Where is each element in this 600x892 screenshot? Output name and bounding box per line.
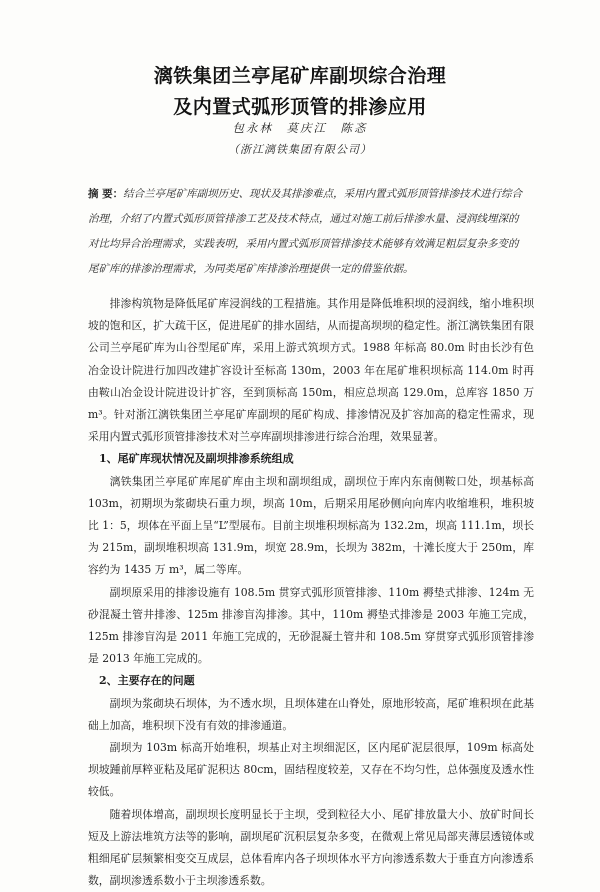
abstract-label: 摘 要： [88, 188, 124, 200]
body-paragraph-4: 副坝为浆砌块石坝体，为不透水坝，且坝体建在山脊处，原地形较高，尾矿堆积坝在此基础上加高，堆积坝下没有有效的排渗通道。 [88, 696, 534, 732]
paper-title-line2: 及内置式弧形顶管的排渗应用 [173, 96, 427, 118]
body-paragraph-2: 漓铁集团兰亭尾矿库尾矿库由主坝和副坝组成，副坝位于库内东南侧鞍口处，坝基标高 103m，初期坝为浆砌块石重力坝，坝高 10m，后期采用尾砂侧向向库内收缩堆积，堆积坡比 1：5，坝体在平面上呈“L”型展布。目前主坝堆积坝标高为 132.2m，坝高 111.1m，坝长为 215m，副坝堆积坝高 131.9m，坝宽 28.9m，长坝为 382m，十滩长度大于 250m，库容约为 1435 万 m³，属二等库。 [88, 474, 534, 577]
body-paragraph-1: 排渗构筑物是降低尾矿库浸润线的工程措施。其作用是降低堆积坝的浸润线，缩小堆积坝坡的饱和区，扩大疏干区，促进尾矿的排水固结，从而提高坝坝的稳定性。浙江漓铁集团有限公司兰亭尾矿库为山谷型尾矿库，采用上游式筑坝方式。1988 年标高 80.0m 时由长沙有色冶金设计院进行加四改建扩容设计至标高 130m，2003 年在尾矿堆积坝标高 114.0m 时再由鞍山冶金设计院进设计扩容，至到顶标高 150m，相应总坝高 129.0m，总库容 1850 万 m³。针对浙江漓铁集团兰亭尾矿库副坝的尾矿构成、排渗情况及扩容加高的稳定性需求，现采用内置式弧形顶管排渗技术对兰亭库副坝排渗进行综合治理，效果显著。 [88, 297, 534, 444]
author-list: 包永林 莫庆江 陈忞 [232, 121, 368, 135]
body-paragraph-6: 随着坝体增高，副坝坝长度明显长于主坝，受到粒径大小、尾矿排放量大小、放矿时间长短及上游法堆筑方法等的影响，副坝尾矿沉积层复杂多变，在微观上常见局部夹薄层透镜体或粗细尾矿层频繁相变交互成层，总体看库内各子坝坝体水平方向渗透系数大于垂直方向渗透系数，副坝渗透系数小于主坝渗透系数。 [88, 807, 534, 888]
body-paragraph-5: 副坝为 103m 标高开始堆积，坝基止对主坝细泥区，区内尾矿泥层很厚，109m 标高处坝坡踵前厚粹亚粘及尾矿泥积达 80cm，固结程度较差，又存在不均匀性，总体强度及透水性较低。 [88, 741, 534, 799]
section-heading-2: 2、主要存在的问题 [99, 674, 195, 688]
affiliation: （浙江漓铁集团有限公司） [228, 143, 372, 156]
body-paragraph-3: 副坝原采用的排渗设施有 108.5m 贯穿式弧形顶管排渗、110m 褥垫式排渗、124m 无砂混凝土管井排渗、125m 排渗盲沟排渗。其中，110m 褥垫式排渗是 2003 年施工完成，125m 排渗盲沟是 2011 年施工完成的，无砂混凝土管井和 108.5m 穿贯穿式弧形顶管排渗是 2013 年施工完成的。 [88, 585, 534, 666]
abstract [88, 182, 528, 282]
section-heading-1: 1、尾矿库现状情况及副坝排渗系统组成 [99, 452, 294, 466]
abstract-text: 结合兰亭尾矿库副坝历史、现状及其排渗难点，采用内置式弧形顶管排渗技术进行综合治理，介绍了内置式弧形顶管排渗工艺及技术特点，通过对施工前后排渗水量、浸润线埋深的对比均异合治理需求，实践表明，采用内置式弧形顶管排渗技术能够有效满足粗层复杂多变的尾矿库的排渗治理需求，为同类尾矿库排渗治理提供一定的借鉴依据。 [88, 188, 523, 275]
body-text [88, 293, 534, 892]
paper-title-line1: 漓铁集团兰亭尾矿库副坝综合治理 [153, 65, 447, 87]
